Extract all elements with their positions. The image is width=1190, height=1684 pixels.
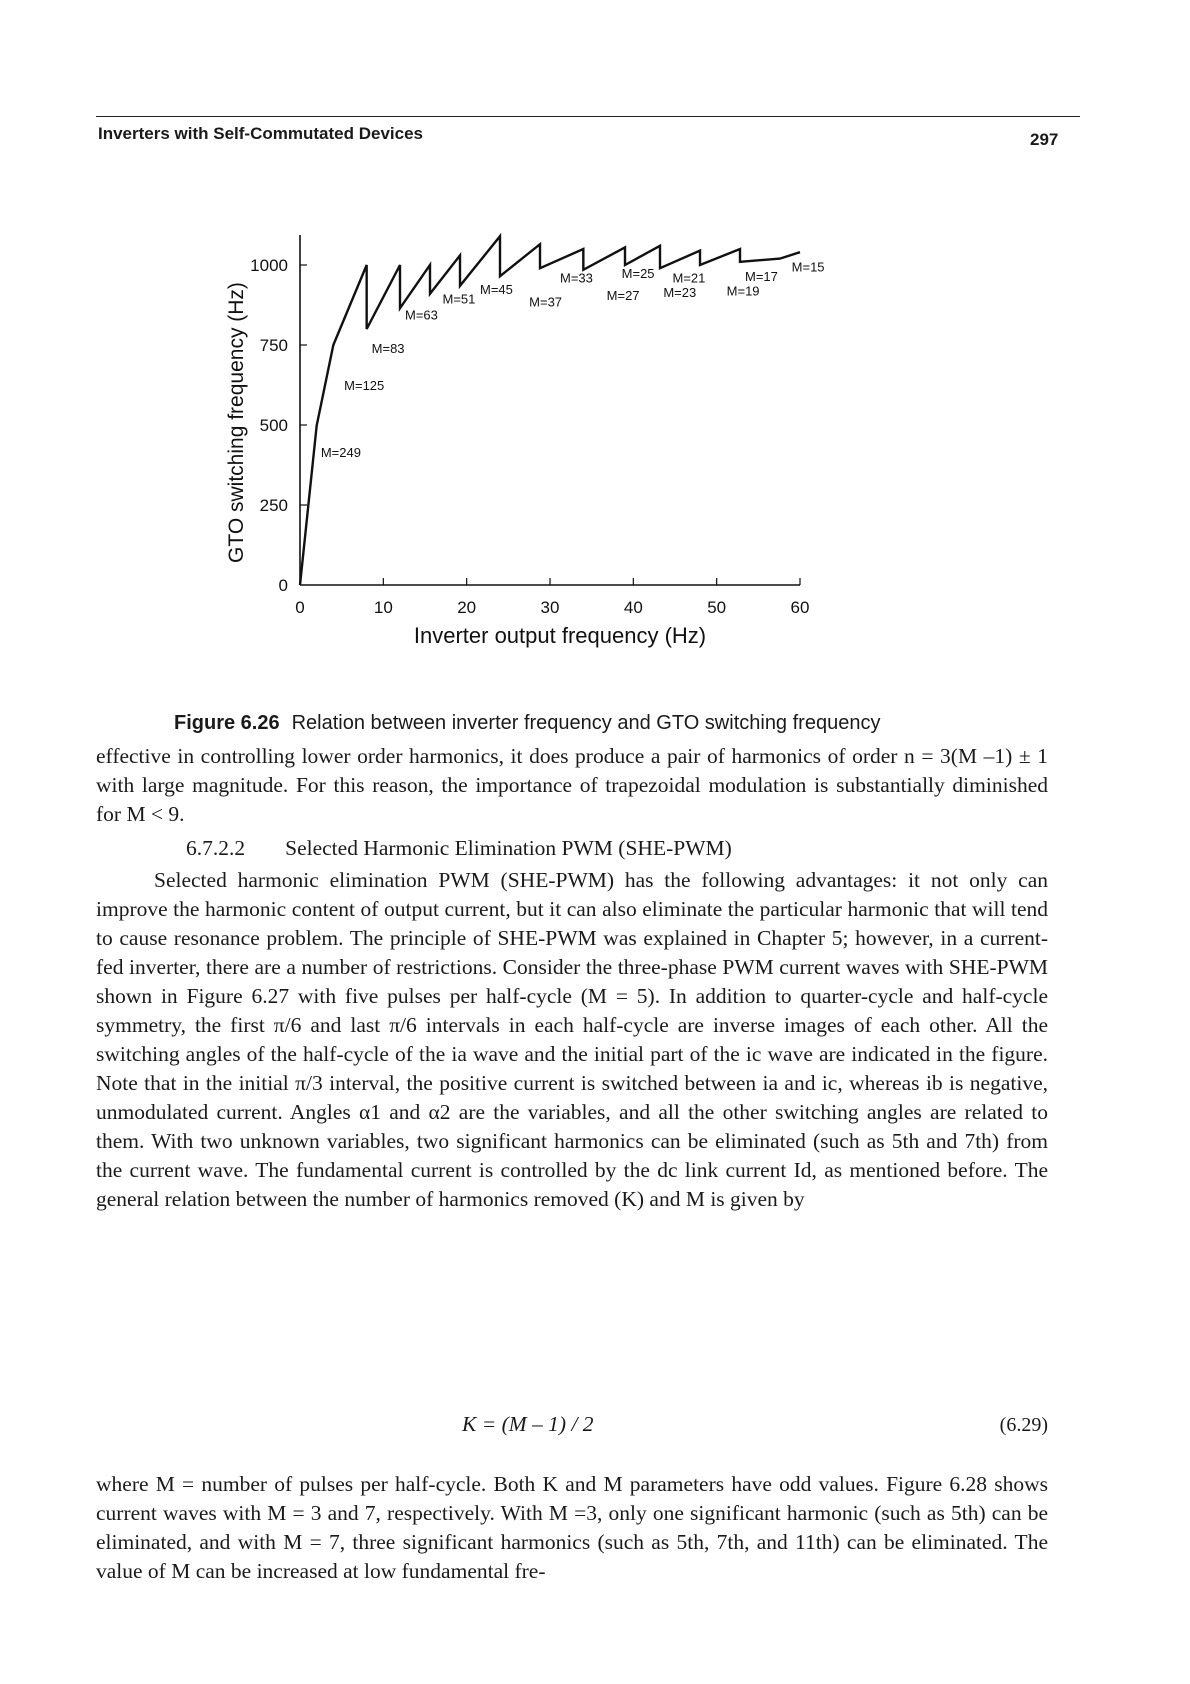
switching-frequency-chart (220, 220, 920, 700)
annotation-label: M=19 (726, 283, 760, 299)
y-tick-label: 1000 (250, 256, 288, 275)
header-rule (96, 116, 1080, 117)
annotation-label: M=45 (480, 281, 513, 297)
x-tick-label: 20 (457, 598, 477, 617)
section-number: 6.7.2.2 (186, 836, 246, 860)
running-title: Inverters with Self-Commutated Devices (98, 124, 423, 143)
y-axis-label: GTO switching frequency (Hz) (225, 282, 248, 563)
equation-expression: K = (M – 1) / 2 (462, 1412, 594, 1436)
annotation-label: M=23 (663, 285, 697, 300)
y-tick-label: 250 (259, 496, 288, 515)
x-tick-label: 0 (295, 598, 305, 617)
series-line (300, 236, 800, 585)
x-tick-label: 50 (707, 598, 727, 617)
annotation-label: M=27 (606, 288, 640, 304)
x-tick-label: 30 (540, 598, 560, 617)
equation-number: (6.29) (999, 1414, 1048, 1436)
annotation-label: M=83 (371, 341, 405, 356)
equation-6-29 (96, 1412, 1048, 1442)
section-title: Selected Harmonic Elimination PWM (SHE-PWM) (285, 836, 732, 860)
figure-caption (174, 712, 880, 735)
figure-caption-text: Relation between inverter frequency and GTO switching frequency (291, 712, 881, 734)
annotation-label: M=21 (672, 270, 706, 286)
annotation-label: M=63 (405, 307, 438, 323)
annotation-label: M=17 (745, 269, 778, 284)
page-number: 297 (1030, 130, 1059, 149)
annotation-label: M=15 (791, 259, 825, 275)
paragraph-she-pwm: Selected harmonic elimination PWM (SHE-PWM) has the following advantages: it not only can improve the harmonic content of output current, but it can also eliminate the particular harmonic that will tend to cause resonance problem. The principle of SHE-PWM was explained in Chapter 5; however, in a current-fed inverter, there are a number of restrictions. Consider the three-phase PWM current waves with SHE-PWM shown in Figure 6.27 with five pulses per half-cycle (M = 5). In addition to quarter-cycle and half-cycle symmetry, the first π/6 and last π/6 intervals in each half-cycle are inverse images of each other. All the switching angles of the half-cycle of the ia wave and the initial part of the ic wave are indicated in the figure. Note that in the initial π/3 interval, the positive current is switched between ia and ic, whereas ib is negative, unmodulated current. Angles α1 and α2 are the variables, and all the other switching angles are related to them. With two unknown variables, two significant harmonics can be eliminated (such as 5th and 7th) from the current wave. The fundamental current is controlled by the dc link current Id, as mentioned before. The general relation between the number of harmonics removed (K) and M is given by (96, 868, 1048, 1211)
figure-label: Figure 6.26 (174, 712, 280, 734)
y-tick-label: 750 (259, 336, 288, 355)
annotation-label: M=249 (320, 445, 361, 460)
x-tick-label: 60 (790, 598, 810, 617)
x-tick-label: 40 (623, 598, 643, 617)
annotation-label: M=37 (529, 294, 563, 310)
x-tick-label: 10 (373, 598, 393, 617)
paragraph-trapezoidal: effective in controlling lower order harmonics, it does produce a pair of harmonics of order n = 3(M –1) ± 1 with large magnitude. For this reason, the importance of trapezoidal modulation is substantially diminished for M < 9. (96, 744, 1048, 826)
annotation-label: M=125 (344, 377, 385, 393)
y-tick-label: 0 (278, 576, 288, 595)
paragraph-pulses: where M = number of pulses per half-cycle. Both K and M parameters have odd values. Figure 6.28 shows current waves with M = 3 and 7, respectively. With M =3, only one significant harmonic (such as 5th) can be eliminated, and with M = 7, three significant harmonics (such as 5th, 7th, and 11th) can be eliminated. The value of M can be increased at low fundamental fre- (96, 1472, 1048, 1583)
section-heading (186, 836, 732, 861)
annotation-label: M=25 (621, 265, 655, 281)
annotation-label: M=51 (442, 291, 476, 307)
annotation-label: M=33 (560, 270, 593, 286)
y-tick-label: 500 (259, 416, 288, 435)
x-axis-label: Inverter output frequency (Hz) (413, 623, 707, 648)
